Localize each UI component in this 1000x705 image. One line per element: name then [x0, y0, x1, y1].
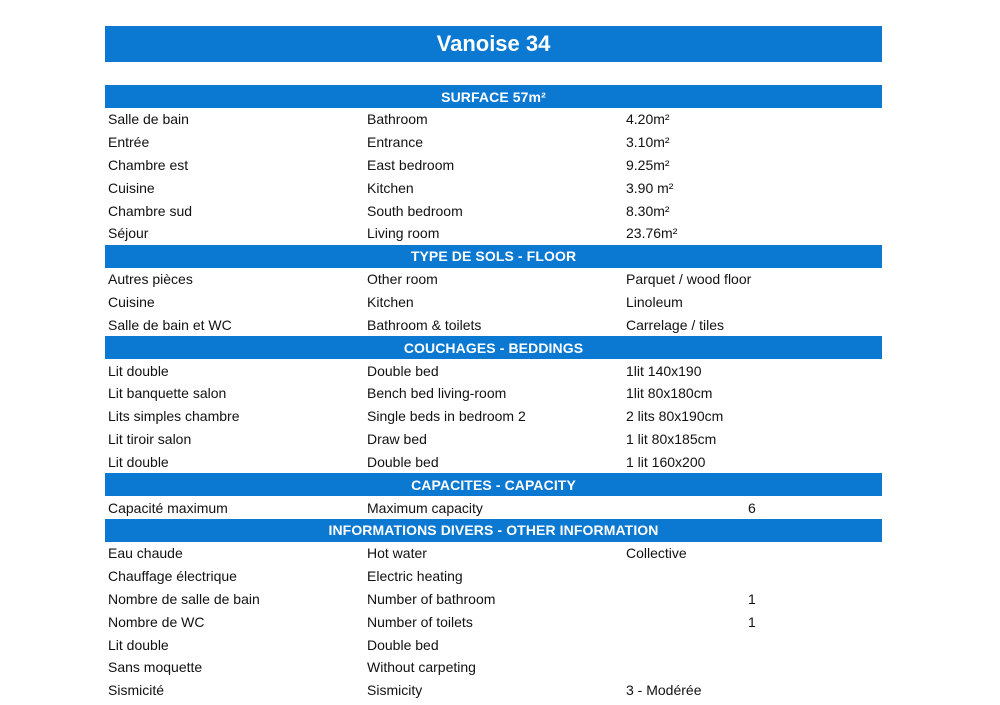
- cell-french: Capacité maximum: [108, 499, 228, 516]
- table-row: [105, 656, 882, 679]
- section-header-other-information: INFORMATIONS DIVERS - OTHER INFORMATION: [105, 519, 882, 542]
- cell-value: 1: [748, 613, 756, 630]
- table-row: [105, 450, 882, 473]
- cell-french: Eau chaude: [108, 545, 183, 562]
- cell-french: Salle de bain: [108, 111, 189, 128]
- cell-english: Without carpeting: [367, 659, 476, 676]
- cell-french: Entrée: [108, 134, 150, 151]
- cell-english: East bedroom: [367, 156, 455, 173]
- info-sheet: [105, 85, 882, 702]
- cell-english: Sismicity: [367, 682, 423, 699]
- cell-value: 9.25m²: [626, 156, 670, 173]
- cell-value: 3.10m²: [626, 134, 670, 151]
- cell-english: Number of toilets: [367, 613, 473, 630]
- cell-english: Double bed: [367, 636, 439, 653]
- cell-english: Number of bathroom: [367, 590, 496, 607]
- cell-french: Chambre sud: [108, 202, 193, 219]
- cell-french: Sismicité: [108, 682, 165, 699]
- cell-french: Sans moquette: [108, 659, 203, 676]
- cell-french: Cuisine: [108, 293, 155, 310]
- cell-value: Parquet / wood floor: [626, 271, 752, 288]
- cell-english: Bench bed living-room: [367, 385, 507, 402]
- cell-english: Entrance: [367, 134, 424, 151]
- cell-value: 1lit 140x190: [626, 362, 702, 379]
- cell-english: Double bed: [367, 453, 439, 470]
- table-row: [105, 222, 882, 245]
- cell-value: Collective: [626, 545, 687, 562]
- table-row: [105, 610, 882, 633]
- table-row: [105, 131, 882, 154]
- cell-english: Double bed: [367, 362, 439, 379]
- cell-english: South bedroom: [367, 202, 463, 219]
- section-header-beddings: COUCHAGES - BEDDINGS: [105, 336, 882, 359]
- cell-value: 8.30m²: [626, 202, 670, 219]
- cell-french: Chambre est: [108, 156, 189, 173]
- table-row: [105, 108, 882, 131]
- page-title: Vanoise 34: [105, 26, 882, 62]
- section-header-capacity: CAPACITES - CAPACITY: [105, 473, 882, 496]
- table-row: [105, 679, 882, 702]
- cell-value: 6: [748, 499, 756, 516]
- cell-value: 23.76m²: [626, 225, 678, 242]
- cell-value: 2 lits 80x190cm: [626, 408, 724, 425]
- cell-english: Other room: [367, 271, 438, 288]
- cell-english: Maximum capacity: [367, 499, 483, 516]
- cell-value: 1 lit 80x185cm: [626, 430, 717, 447]
- cell-value: Carrelage / tiles: [626, 316, 725, 333]
- cell-english: Bathroom & toilets: [367, 316, 482, 333]
- cell-french: Chauffage électrique: [108, 568, 237, 585]
- cell-english: Draw bed: [367, 430, 427, 447]
- table-row: [105, 633, 882, 656]
- table-row: [105, 428, 882, 451]
- cell-french: Lit double: [108, 453, 169, 470]
- cell-french: Lit tiroir salon: [108, 430, 192, 447]
- cell-value: 1 lit 160x200: [626, 453, 706, 470]
- table-row: [105, 176, 882, 199]
- cell-value: Linoleum: [626, 293, 683, 310]
- table-row: [105, 291, 882, 314]
- cell-value: 1: [748, 590, 756, 607]
- cell-value: 3 - Modérée: [626, 682, 702, 699]
- cell-english: Kitchen: [367, 179, 414, 196]
- cell-value: 3.90 m²: [626, 179, 674, 196]
- cell-english: Single beds in bedroom 2: [367, 408, 526, 425]
- cell-french: Cuisine: [108, 179, 155, 196]
- table-row: [105, 405, 882, 428]
- section-header-surface: SURFACE 57m²: [105, 85, 882, 108]
- cell-english: Hot water: [367, 545, 427, 562]
- cell-french: Lits simples chambre: [108, 408, 240, 425]
- cell-french: Lit banquette salon: [108, 385, 227, 402]
- cell-english: Kitchen: [367, 293, 414, 310]
- section-header-floor: TYPE DE SOLS - FLOOR: [105, 245, 882, 268]
- table-row: [105, 588, 882, 611]
- table-row: [105, 154, 882, 177]
- cell-english: Bathroom: [367, 111, 428, 128]
- cell-french: Salle de bain et WC: [108, 316, 232, 333]
- table-row: [105, 359, 882, 382]
- cell-french: Nombre de salle de bain: [108, 590, 260, 607]
- cell-english: Living room: [367, 225, 440, 242]
- table-row: [105, 496, 882, 519]
- cell-english: Electric heating: [367, 568, 463, 585]
- cell-french: Lit double: [108, 636, 169, 653]
- cell-value: 4.20m²: [626, 111, 670, 128]
- table-row: [105, 199, 882, 222]
- table-row: [105, 382, 882, 405]
- cell-french: Autres pièces: [108, 271, 193, 288]
- cell-value: 1lit 80x180cm: [626, 385, 713, 402]
- cell-french: Lit double: [108, 362, 169, 379]
- table-row: [105, 542, 882, 565]
- cell-french: Nombre de WC: [108, 613, 205, 630]
- table-row: [105, 313, 882, 336]
- table-row: [105, 565, 882, 588]
- cell-french: Séjour: [108, 225, 149, 242]
- table-row: [105, 268, 882, 291]
